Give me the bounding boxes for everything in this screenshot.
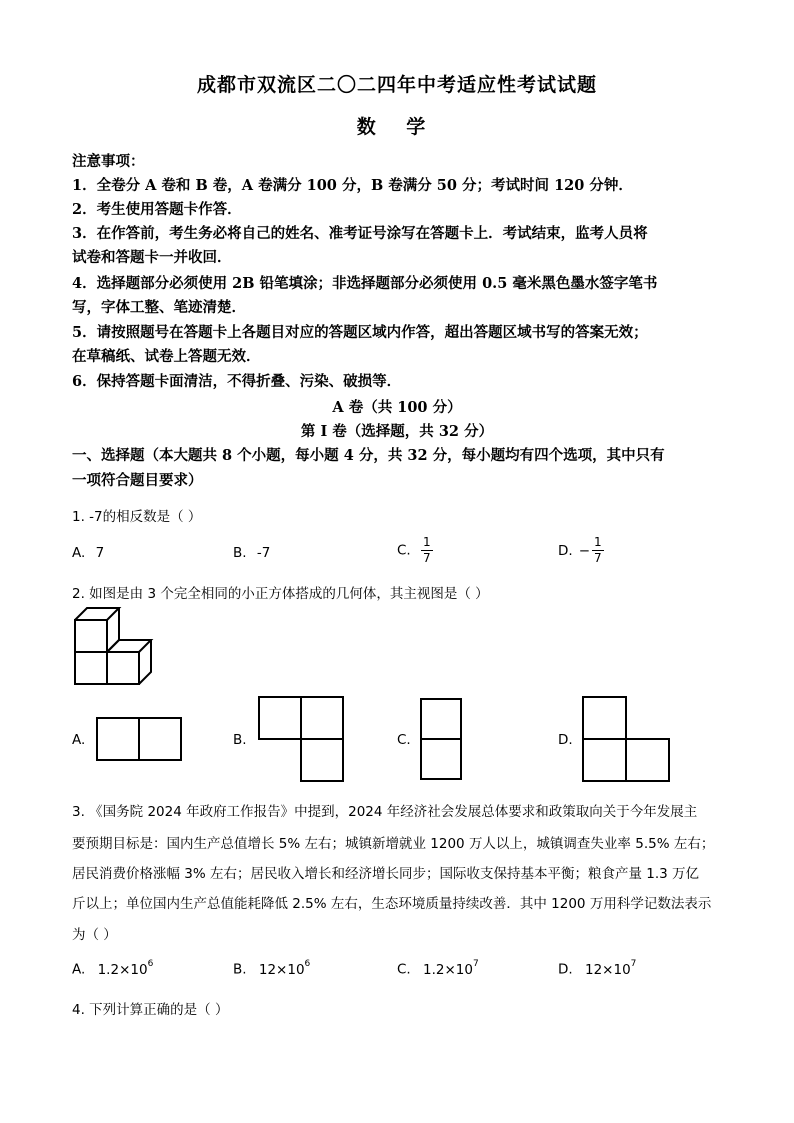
exponent: 7 xyxy=(472,959,479,969)
q2-option-a-figure[interactable] xyxy=(96,717,182,761)
q1-option-c[interactable] xyxy=(397,535,433,566)
option-value: 1.2×10 xyxy=(97,961,148,978)
q1-option-b[interactable] xyxy=(233,545,270,561)
exam-title: 成都市双流区二〇二四年中考适应性考试试题 xyxy=(196,74,597,96)
option-value: -7 xyxy=(256,545,271,561)
exponent: 7 xyxy=(630,959,637,969)
denominator: 7 xyxy=(594,551,602,565)
numerator: 1 xyxy=(594,535,602,549)
q2-option-d-figure[interactable] xyxy=(582,696,670,782)
option-label: B. xyxy=(233,545,247,561)
fraction xyxy=(592,535,604,566)
q3-option-d[interactable] xyxy=(558,961,636,978)
q1-option-d[interactable] xyxy=(558,535,604,566)
notice-item: 5．请按照题号在答题卡上各题目对应的答题区域内作答，超出答题区域书写的答案无效； xyxy=(72,324,648,341)
notice-item: 在草稿纸、试卷上答题无效． xyxy=(72,348,261,365)
section-a-title: A 卷（共 100 分） xyxy=(332,399,462,416)
notice-item: 2．考生使用答题卡作答． xyxy=(72,201,242,218)
fraction xyxy=(421,535,433,566)
q2-option-b-label[interactable]: B. xyxy=(233,732,247,748)
question-3-stem: 要预期目标是：国内生产总值增长 5% 左右；城镇新增就业 1200 万人以上，城镇调查失业率 5.5% 左右； xyxy=(72,836,715,852)
q2-option-c-figure[interactable] xyxy=(420,698,462,780)
q1-option-a[interactable] xyxy=(72,545,104,561)
option-value: 1.2×10 xyxy=(423,961,473,978)
notice-item: 6．保持答题卡面清洁，不得折叠、污染、破损等． xyxy=(72,373,402,390)
exponent: 6 xyxy=(147,959,154,969)
part1-title: 第 I 卷（选择题，共 32 分） xyxy=(300,423,494,440)
subject-title: 数 学 xyxy=(356,116,438,138)
cube-figure xyxy=(74,605,154,685)
q2-option-c-label[interactable]: C. xyxy=(397,732,411,748)
section-heading: 一、选择题（本大题共 8 个小题，每小题 4 分，共 32 分，每小题均有四个选项，其中只有 xyxy=(72,447,665,464)
q3-option-c[interactable] xyxy=(397,961,479,978)
option-label: B. xyxy=(233,961,247,978)
option-label: C. xyxy=(397,961,411,978)
option-label: A. xyxy=(72,545,86,561)
question-3-stem: 3. 《国务院 2024 年政府工作报告》中提到，2024 年经济社会发展总体要求和政策取向关于今年发展主 xyxy=(72,804,698,820)
question-4-stem: 4. 下列计算正确的是（ ） xyxy=(72,1002,229,1018)
q3-option-a[interactable] xyxy=(72,961,153,978)
notice-item: 1．全卷分 A 卷和 B 卷，A 卷满分 100 分，B 卷满分 50 分；考试时间 120 分钟． xyxy=(72,177,633,194)
notice-item: 试卷和答题卡一并收回． xyxy=(72,249,232,266)
section-heading: 一项符合题目要求） xyxy=(72,472,203,489)
minus-sign: − xyxy=(578,542,590,559)
option-label: C. xyxy=(397,542,411,559)
question-3-stem: 斤以上；单位国内生产总值能耗降低 2.5% 左右，生态环境质量持续改善．其中 1200 万用科学记数法表示 xyxy=(72,896,712,912)
option-value: 12×10 xyxy=(584,961,631,978)
denominator: 7 xyxy=(423,551,431,565)
option-value: 12×10 xyxy=(258,961,305,978)
option-label: A. xyxy=(72,961,86,978)
numerator: 1 xyxy=(423,535,431,549)
q2-option-a-label[interactable]: A. xyxy=(72,732,86,748)
notice-item: 写，字体工整、笔迹清楚． xyxy=(72,299,246,316)
exponent: 6 xyxy=(304,959,311,969)
question-3-stem: 为（ ） xyxy=(72,927,117,943)
option-label: D. xyxy=(558,961,573,978)
question-1-stem: 1. -7的相反数是（ ） xyxy=(72,509,202,525)
q2-option-d-label[interactable]: D. xyxy=(558,732,573,748)
question-3-stem: 居民消费价格涨幅 3% 左右；居民收入增长和经济增长同步；国际收支保持基本平衡；粮食产量 1.3 万亿 xyxy=(72,866,700,882)
option-value: 7 xyxy=(95,545,105,561)
option-label: D. xyxy=(558,542,573,559)
notice-item: 4．选择题部分必须使用 2B 铅笔填涂；非选择题部分必须使用 0.5 毫米黑色墨水签字笔书 xyxy=(72,275,658,292)
q3-option-b[interactable] xyxy=(233,961,310,978)
notice-heading: 注意事项： xyxy=(72,153,145,170)
q2-option-b-figure[interactable] xyxy=(258,696,344,782)
notice-item: 3．在作答前，考生务必将自己的姓名、准考证号涂写在答题卡上．考试结束，监考人员将 xyxy=(72,225,648,242)
question-2-stem: 2. 如图是由 3 个完全相同的小正方体搭成的几何体，其主视图是（ ） xyxy=(72,586,489,602)
